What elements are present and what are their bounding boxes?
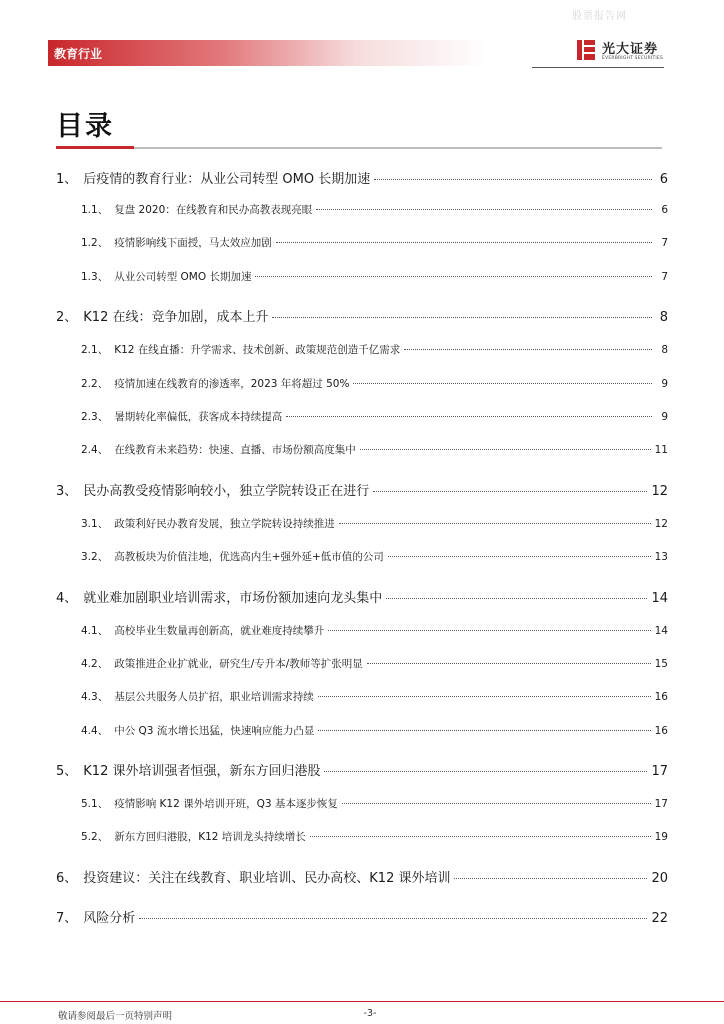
toc-entry-page: 9 — [661, 377, 668, 390]
toc-subsection-entry[interactable] — [56, 376, 668, 409]
toc-entry-page: 12 — [651, 483, 668, 499]
toc-dot-leader — [310, 836, 651, 837]
toc-dot-leader — [276, 242, 652, 243]
toc-dot-leader — [324, 771, 647, 772]
toc-entry-number: 5、 — [56, 764, 78, 780]
toc-entry-number: 2、 — [56, 310, 78, 326]
header-band — [48, 40, 488, 66]
toc-entry-number: 5.1、 — [81, 798, 109, 811]
toc-subsection-entry[interactable] — [56, 623, 668, 656]
logo-name: 光大证券 — [602, 42, 659, 57]
page-number: -3- — [363, 1008, 377, 1019]
toc-dot-leader — [360, 449, 651, 450]
page-title: 目录 — [56, 111, 114, 142]
toc-entry-page: 6 — [661, 204, 668, 216]
toc-entry-page: 11 — [654, 444, 668, 457]
toc-entry-page: 16 — [654, 724, 668, 737]
toc-subsection-entry[interactable] — [56, 442, 668, 475]
toc-subsection-entry[interactable] — [56, 689, 668, 722]
header-rule — [532, 67, 664, 68]
toc-entry-title: 复盘 2020：在线教育和民办高教表现亮眼 — [114, 204, 313, 216]
toc-entry-title: 高教板块为价值洼地，优选高内生+强外延+低市值的公司 — [114, 551, 384, 564]
toc-entry-title: 疫情加速在线教育的渗透率，2023 年将超过 50% — [114, 377, 350, 390]
toc-subsection-entry[interactable] — [56, 342, 668, 375]
toc-section-entry[interactable] — [56, 476, 668, 516]
toc-section-entry[interactable] — [56, 863, 668, 903]
toc-entry-title: 从业公司转型 OMO 长期加速 — [114, 270, 252, 283]
toc-dot-leader — [386, 598, 647, 599]
toc-dot-leader — [339, 523, 651, 524]
toc-entry-title: 基层公共服务人员扩招，职业培训需求持续 — [114, 691, 314, 704]
title-divider-accent — [56, 146, 134, 149]
toc-entry-page: 9 — [661, 410, 668, 423]
toc-entry-page: 7 — [661, 237, 668, 250]
toc-entry-number: 2.3、 — [81, 410, 109, 423]
footer-divider — [0, 1001, 724, 1002]
toc-dot-leader — [353, 383, 652, 384]
toc-entry-title: 投资建议：关注在线教育、职业培训、民办高校、K12 课外培训 — [83, 870, 451, 886]
toc-entry-page: 19 — [654, 831, 668, 844]
logo-english-name: EVERBRIGHT SECURITIES — [602, 56, 664, 61]
toc-dot-leader — [342, 803, 651, 804]
toc-entry-number: 1、 — [56, 172, 78, 187]
toc-entry-page: 6 — [659, 172, 668, 187]
toc-entry-number: 1.2、 — [81, 237, 109, 250]
toc-entry-title: 政策推进企业扩就业，研究生/专升本/教师等扩张明显 — [114, 657, 363, 670]
toc-entry-number: 6、 — [56, 870, 78, 886]
footer-disclaimer: 敬请参阅最后一页特别声明 — [58, 1011, 173, 1022]
toc-entry-number: 4.1、 — [81, 624, 109, 637]
toc-subsection-entry[interactable] — [56, 829, 668, 862]
toc-entry-number: 5.2、 — [81, 831, 109, 844]
toc-entry-title: 高校毕业生数量再创新高，就业难度持续攀升 — [114, 624, 325, 637]
toc-dot-leader — [373, 491, 647, 492]
toc-subsection-entry[interactable] — [56, 202, 668, 235]
toc-entry-title: 风险分析 — [83, 910, 136, 926]
industry-label: 教育行业 — [54, 47, 103, 61]
toc-dot-leader — [272, 317, 652, 318]
toc-entry-page: 7 — [661, 270, 668, 283]
toc-entry-number: 3.1、 — [81, 517, 109, 530]
toc-entry-page: 8 — [661, 344, 668, 357]
everbright-logo-icon — [575, 38, 597, 62]
toc-entry-page: 15 — [654, 657, 668, 670]
toc-entry-page: 16 — [654, 691, 668, 704]
toc-section-entry[interactable] — [56, 583, 668, 623]
table-of-contents — [56, 168, 668, 943]
toc-entry-title: 新东方回归港股，K12 培训龙头持续增长 — [114, 831, 306, 844]
toc-section-entry[interactable] — [56, 168, 668, 202]
toc-section-entry[interactable] — [56, 756, 668, 796]
toc-subsection-entry[interactable] — [56, 269, 668, 302]
toc-entry-page: 17 — [651, 764, 668, 780]
toc-subsection-entry[interactable] — [56, 409, 668, 442]
toc-entry-page: 22 — [651, 910, 668, 926]
toc-entry-page: 8 — [659, 310, 668, 326]
toc-entry-page: 17 — [654, 798, 668, 811]
toc-dot-leader — [286, 416, 652, 417]
toc-entry-number: 1.3、 — [81, 270, 109, 283]
toc-entry-page: 12 — [654, 517, 668, 530]
toc-entry-number: 3.2、 — [81, 551, 109, 564]
toc-entry-title: 中公 Q3 流水增长迅猛，快速响应能力凸显 — [114, 724, 315, 737]
toc-dot-leader — [328, 630, 650, 631]
toc-entry-title: 政策利好民办教育发展，独立学院转设持续推进 — [114, 517, 335, 530]
toc-entry-title: 民办高教受疫情影响较小，独立学院转设正在进行 — [83, 483, 370, 499]
toc-dot-leader — [388, 556, 651, 557]
toc-dot-leader — [139, 918, 647, 919]
toc-entry-page: 13 — [654, 551, 668, 564]
toc-entry-page: 14 — [654, 624, 668, 637]
toc-entry-page: 14 — [651, 590, 668, 606]
toc-entry-title: 疫情影响 K12 课外培训开班，Q3 基本逐步恢复 — [114, 798, 338, 811]
toc-entry-number: 4.3、 — [81, 691, 109, 704]
toc-entry-number: 4.4、 — [81, 724, 109, 737]
toc-entry-number: 4.2、 — [81, 657, 109, 670]
toc-subsection-entry[interactable] — [56, 516, 668, 549]
toc-entry-title: 暑期转化率偏低，获客成本持续提高 — [114, 410, 283, 423]
toc-entry-number: 4、 — [56, 590, 78, 606]
toc-entry-title: K12 在线直播：升学需求、技术创新、政策规范创造千亿需求 — [114, 344, 401, 357]
toc-dot-leader — [255, 276, 652, 277]
toc-subsection-entry[interactable] — [56, 549, 668, 582]
toc-section-entry[interactable] — [56, 302, 668, 342]
toc-subsection-entry[interactable] — [56, 796, 668, 829]
toc-entry-title: K12 在线：竞争加剧，成本上升 — [83, 310, 269, 326]
toc-subsection-entry[interactable] — [56, 656, 668, 689]
toc-dot-leader — [374, 179, 652, 180]
toc-entry-number: 3、 — [56, 483, 78, 499]
toc-entry-number: 2.2、 — [81, 377, 109, 390]
toc-section-entry[interactable] — [56, 903, 668, 943]
toc-dot-leader — [454, 878, 647, 879]
title-divider — [56, 147, 662, 149]
toc-entry-title: 就业难加剧职业培训需求，市场份额加速向龙头集中 — [83, 590, 383, 606]
toc-entry-title: 疫情影响线下面授，马太效应加剧 — [114, 237, 272, 250]
toc-entry-page: 20 — [651, 870, 668, 886]
toc-subsection-entry[interactable] — [56, 723, 668, 756]
toc-dot-leader — [404, 349, 652, 350]
toc-entry-number: 1.1、 — [81, 204, 109, 216]
toc-dot-leader — [316, 209, 652, 210]
toc-entry-title: 后疫情的教育行业：从业公司转型 OMO 长期加速 — [83, 172, 371, 187]
company-logo — [575, 38, 675, 64]
toc-entry-number: 7、 — [56, 910, 78, 926]
toc-subsection-entry[interactable] — [56, 235, 668, 268]
toc-dot-leader — [367, 663, 651, 664]
toc-entry-title: 在线教育未来趋势：快速、直播、市场份额高度集中 — [114, 444, 356, 457]
watermark-text: 股票报告网 — [572, 11, 627, 22]
toc-dot-leader — [318, 696, 651, 697]
toc-entry-number: 2.1、 — [81, 344, 109, 357]
toc-entry-title: K12 课外培训强者恒强，新东方回归港股 — [83, 764, 321, 780]
toc-entry-number: 2.4、 — [81, 444, 109, 457]
toc-dot-leader — [318, 730, 650, 731]
